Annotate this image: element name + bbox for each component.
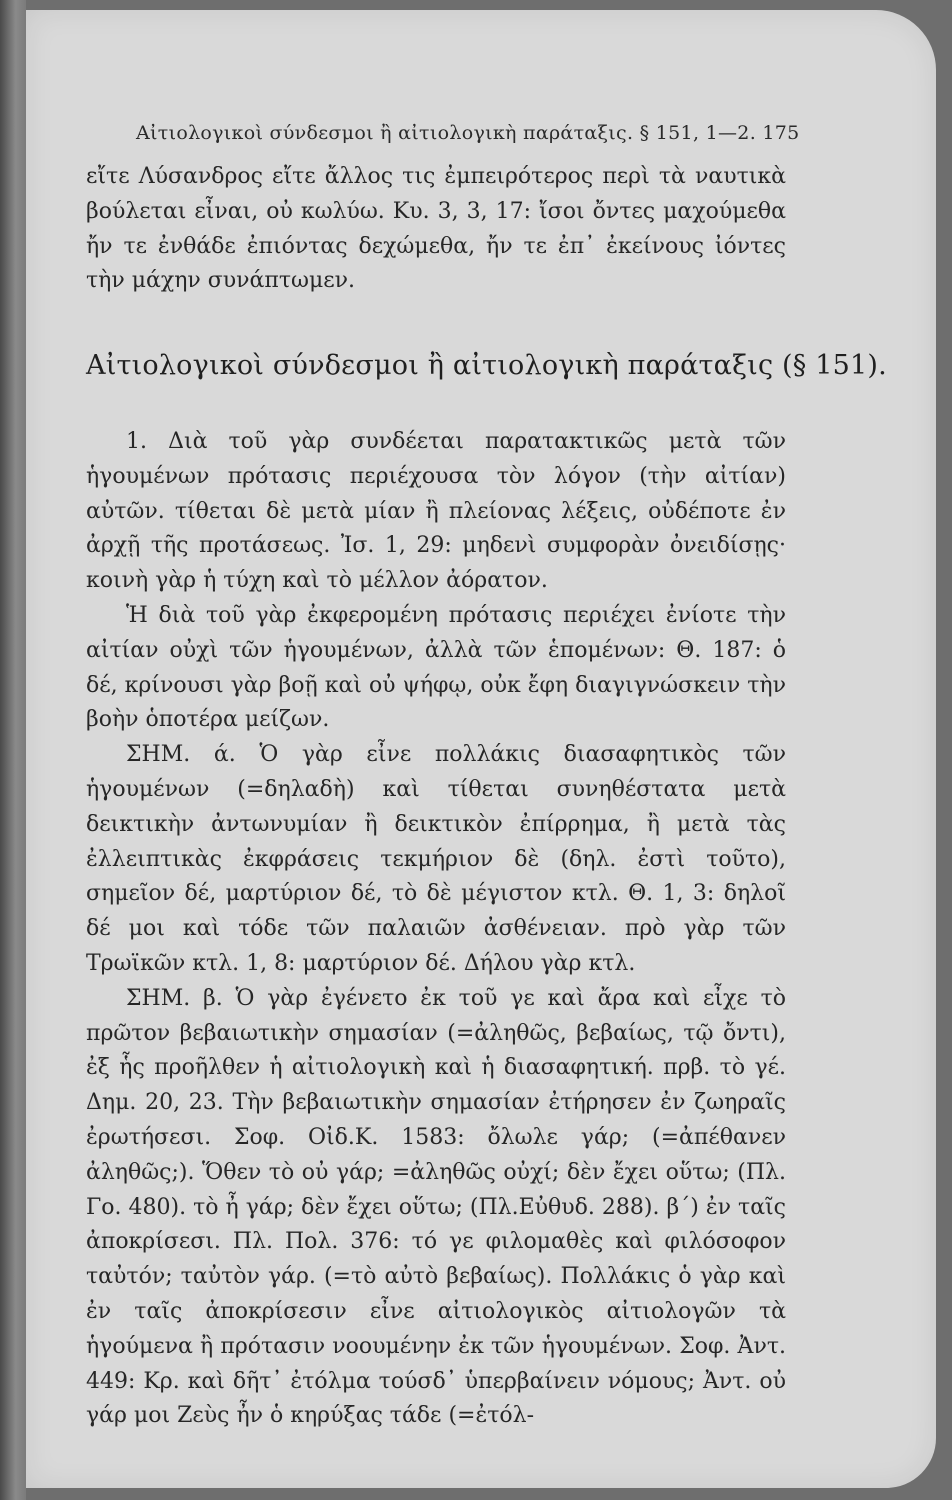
note-beta: ΣΗΜ. β. Ὁ γὰρ ἐγένετο ἐκ τοῦ γε καὶ ἄρα καὶ εἶχε τὸ πρῶτον βεβαιωτικὴν σημασίαν (=ἀληθῶς, βεβαίως, τῷ ὄντι), ἐξ ἧς προῆλθεν ἡ αἰτιολογικὴ καὶ ἡ διασαφητική. πρβ. τὸ γέ. Δημ. 20, 23. Τὴν βεβαιωτικὴν σημασίαν ἐτήρησεν ἐν ζωηραῖς ἐρωτήσεσι. Σοφ. Οἰδ.Κ. 1583: ὄλωλε γάρ; (=ἀπέθανεν ἀληθῶς;). Ὅθεν τὸ οὐ γάρ; =ἀληθῶς οὐχί; δὲν ἔχει οὕτω; (Πλ. Γο. 480). τὸ ἦ γάρ; δὲν ἔχει οὕτω; (Πλ.Εὐθυδ. 288). β΄) ἐν ταῖς ἀποκρίσεσι. Πλ. Πολ. 376: τό γε φιλομαθὲς καὶ φιλόσοφον ταὐτόν; ταὐτὸν γάρ. (=τὸ αὐτὸ βεβαίως). Πολλάκις ὁ γὰρ καὶ ἐν ταῖς ἀποκρίσεσιν εἶνε αἰτιολογικὸς αἰτιολογῶν τὰ ἡγούμενα ἢ πρότασιν νοουμένην ἐκ τῶν ἡγουμένων. Σοφ. Ἀντ. 449: Κρ. καὶ δῆτ᾽ ἐτόλμα τούσδ᾽ ὑπερβαίνειν νόμους; Ἀντ. οὐ γάρ μοι Ζεὺς ἦν ὁ κηρύξας τάδε (=ἐτόλ-: [86, 985, 786, 1429]
intro-paragraph-block: [86, 160, 786, 299]
intro-paragraph: εἴτε Λύσανδρος εἴτε ἄλλος τις ἐμπειρότερος περὶ τὰ ναυτικὰ βούλεται εἶναι, οὐ κωλύω. Κυ. 3, 3, 17: ἴσοι ὄντες μαχούμεθα ἤν τε ἐνθάδε ἐπιόντας δεχώμεθα, ἤν τε ἐπ᾽ ἐκείνους ἰόντες τὴν μάχην συνάπτωμεν.: [86, 164, 786, 294]
paragraph-1: 1. Διὰ τοῦ γὰρ συνδέεται παρατακτικῶς μετὰ τῶν ἡγουμένων πρότασις περιέχουσα τὸν λόγον (τὴν αἰτίαν) αὐτῶν. τίθεται δὲ μετὰ μίαν ἢ πλείονας λέξεις, οὐδέποτε ἐν ἀρχῇ τῆς προτάσεως. Ἰσ. 1, 29: μηδενὶ συμφορὰν ὀνειδίσῃς· κοινὴ γὰρ ἡ τύχη καὶ τὸ μέλλον ἀόρατον.: [86, 429, 786, 594]
section-title: Αἰτιολογικοὶ σύνδεσμοι ἢ αἰτιολογικὴ παράταξις (§ 151).: [86, 350, 887, 381]
paragraph-2: Ἡ διὰ τοῦ γὰρ ἐκφερομένη πρότασις περιέχει ἐνίοτε τὴν αἰτίαν οὐχὶ τῶν ἡγουμένων, ἀλλὰ τῶν ἑπομένων: Θ. 187: ὁ δέ, κρίνουσι γὰρ βοῇ καὶ οὐ ψήφῳ, οὐκ ἔφη διαγιγνώσκειν τὴν βοὴν ὁποτέρα μείζων.: [86, 602, 786, 733]
section-body: [86, 425, 786, 1434]
running-head: Αἰτιολογικοὶ σύνδεσμοι ἢ αἰτιολογικὴ παράταξις. § 151, 1—2. 175: [136, 122, 800, 144]
book-spine-shadow: [0, 0, 26, 1500]
note-alpha: ΣΗΜ. ά. Ὁ γὰρ εἶνε πολλάκις διασαφητικὸς τῶν ἡγουμένων (=δηλαδὴ) καὶ τίθεται συνηθέστατα μετὰ δεικτικὴν ἀντωνυμίαν ἢ δεικτικὸν ἐπίρρημα, ἢ μετὰ τὰς ἐλλειπτικὰς ἐκφράσεις τεκμήριον δὲ (δηλ. ἐστὶ τοῦτο), σημεῖον δέ, μαρτύριον δέ, τὸ δὲ μέγιστον κτλ. Θ. 1, 3: δηλοῖ δέ μοι καὶ τόδε τῶν παλαιῶν ἀσθένειαν. πρὸ γὰρ τῶν Τρωϊκῶν κτλ. 1, 8: μαρτύριον δέ. Δήλου γὰρ κτλ.: [86, 742, 786, 976]
book-page: [26, 10, 936, 1488]
